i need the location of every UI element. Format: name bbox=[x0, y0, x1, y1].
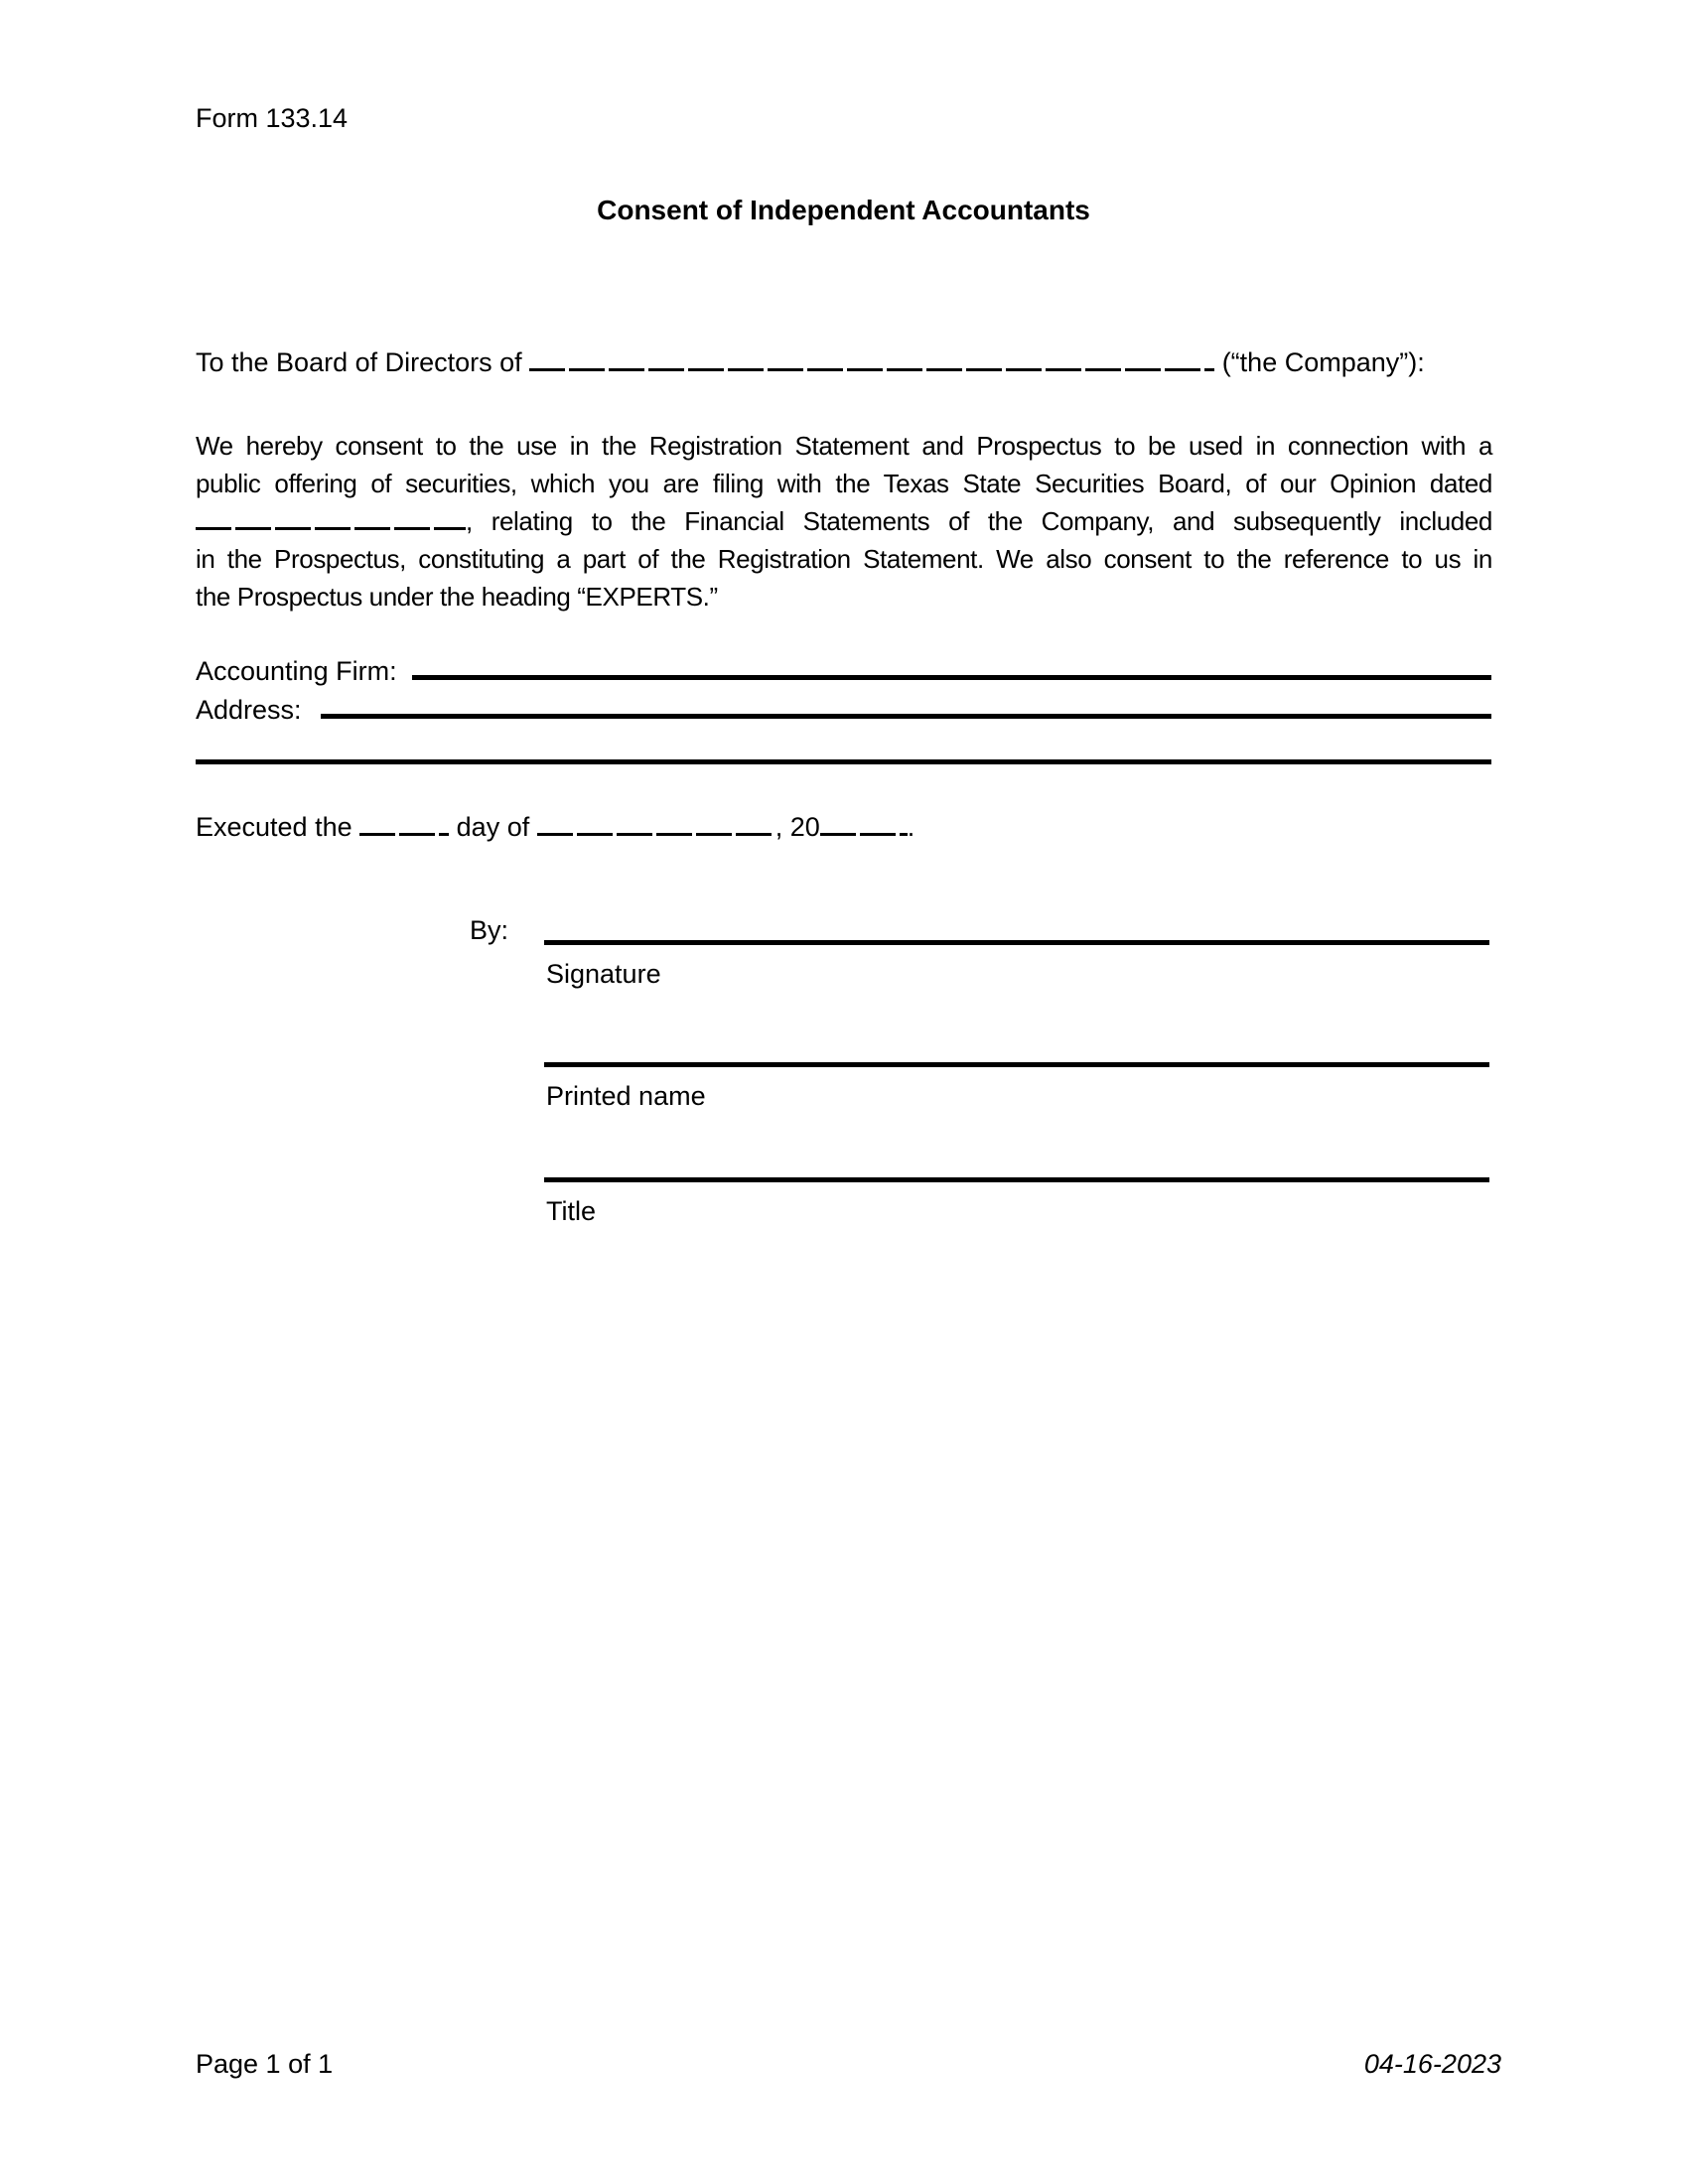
company-name-blank[interactable] bbox=[529, 368, 1214, 371]
title-fill-line[interactable] bbox=[544, 1177, 1489, 1182]
by-label: By: bbox=[470, 915, 509, 945]
paragraph-line-1: We hereby consent to the use in the Registration Statement and Prospectus to be used in connection with a bbox=[196, 431, 1492, 461]
footer-date: 04-16-2023 bbox=[1363, 2049, 1501, 2079]
execution-year-blank[interactable] bbox=[820, 833, 908, 836]
executed-prefix: Executed the bbox=[196, 812, 352, 842]
executed-period: . bbox=[907, 812, 915, 842]
signature-label: Signature bbox=[546, 959, 661, 989]
paragraph-line-3 bbox=[196, 502, 1492, 540]
printed-name-label: Printed name bbox=[546, 1081, 706, 1111]
execution-month-blank[interactable] bbox=[537, 833, 775, 836]
consent-paragraph bbox=[196, 427, 1492, 615]
addressee-suffix: (“the Company”): bbox=[1221, 347, 1425, 377]
addressee-prefix: To the Board of Directors of bbox=[196, 347, 522, 377]
document-title: Consent of Independent Accountants bbox=[597, 195, 1090, 225]
footer-page-number: Page 1 of 1 bbox=[196, 2049, 334, 2079]
title-label: Title bbox=[546, 1196, 597, 1226]
executed-year-prefix: , 20 bbox=[774, 812, 820, 842]
paragraph-line-2: public offering of securities, which you are filing with the Texas State Securities Board, of our Opinion dated bbox=[196, 469, 1492, 498]
accounting-firm-row bbox=[196, 656, 1491, 688]
address-row bbox=[196, 695, 1491, 727]
accounting-firm-label: Accounting Firm: bbox=[196, 656, 397, 686]
form-number: Form 133.14 bbox=[196, 103, 349, 133]
address-label: Address: bbox=[196, 695, 302, 725]
execution-date-line bbox=[196, 812, 914, 843]
paragraph-line-4: in the Prospectus, constituting a part of the Registration Statement. We also consent to the reference to us in bbox=[196, 544, 1492, 574]
accounting-firm-fill-line[interactable] bbox=[412, 675, 1491, 680]
printed-name-fill-line[interactable] bbox=[544, 1062, 1489, 1067]
execution-day-blank[interactable] bbox=[359, 833, 449, 836]
address-fill-line[interactable] bbox=[321, 714, 1491, 719]
addressee-line bbox=[196, 347, 1425, 378]
executed-day-of-label: day of bbox=[456, 812, 530, 842]
address-fill-line-2[interactable] bbox=[196, 759, 1491, 764]
opinion-date-blank[interactable] bbox=[196, 527, 466, 530]
signature-fill-line[interactable] bbox=[544, 940, 1489, 945]
paragraph-line-5: the Prospectus under the heading “EXPERTS.” bbox=[196, 582, 718, 612]
paragraph-line-3-text: , relating to the Financial Statements of the Company, and subsequently included bbox=[466, 506, 1492, 536]
